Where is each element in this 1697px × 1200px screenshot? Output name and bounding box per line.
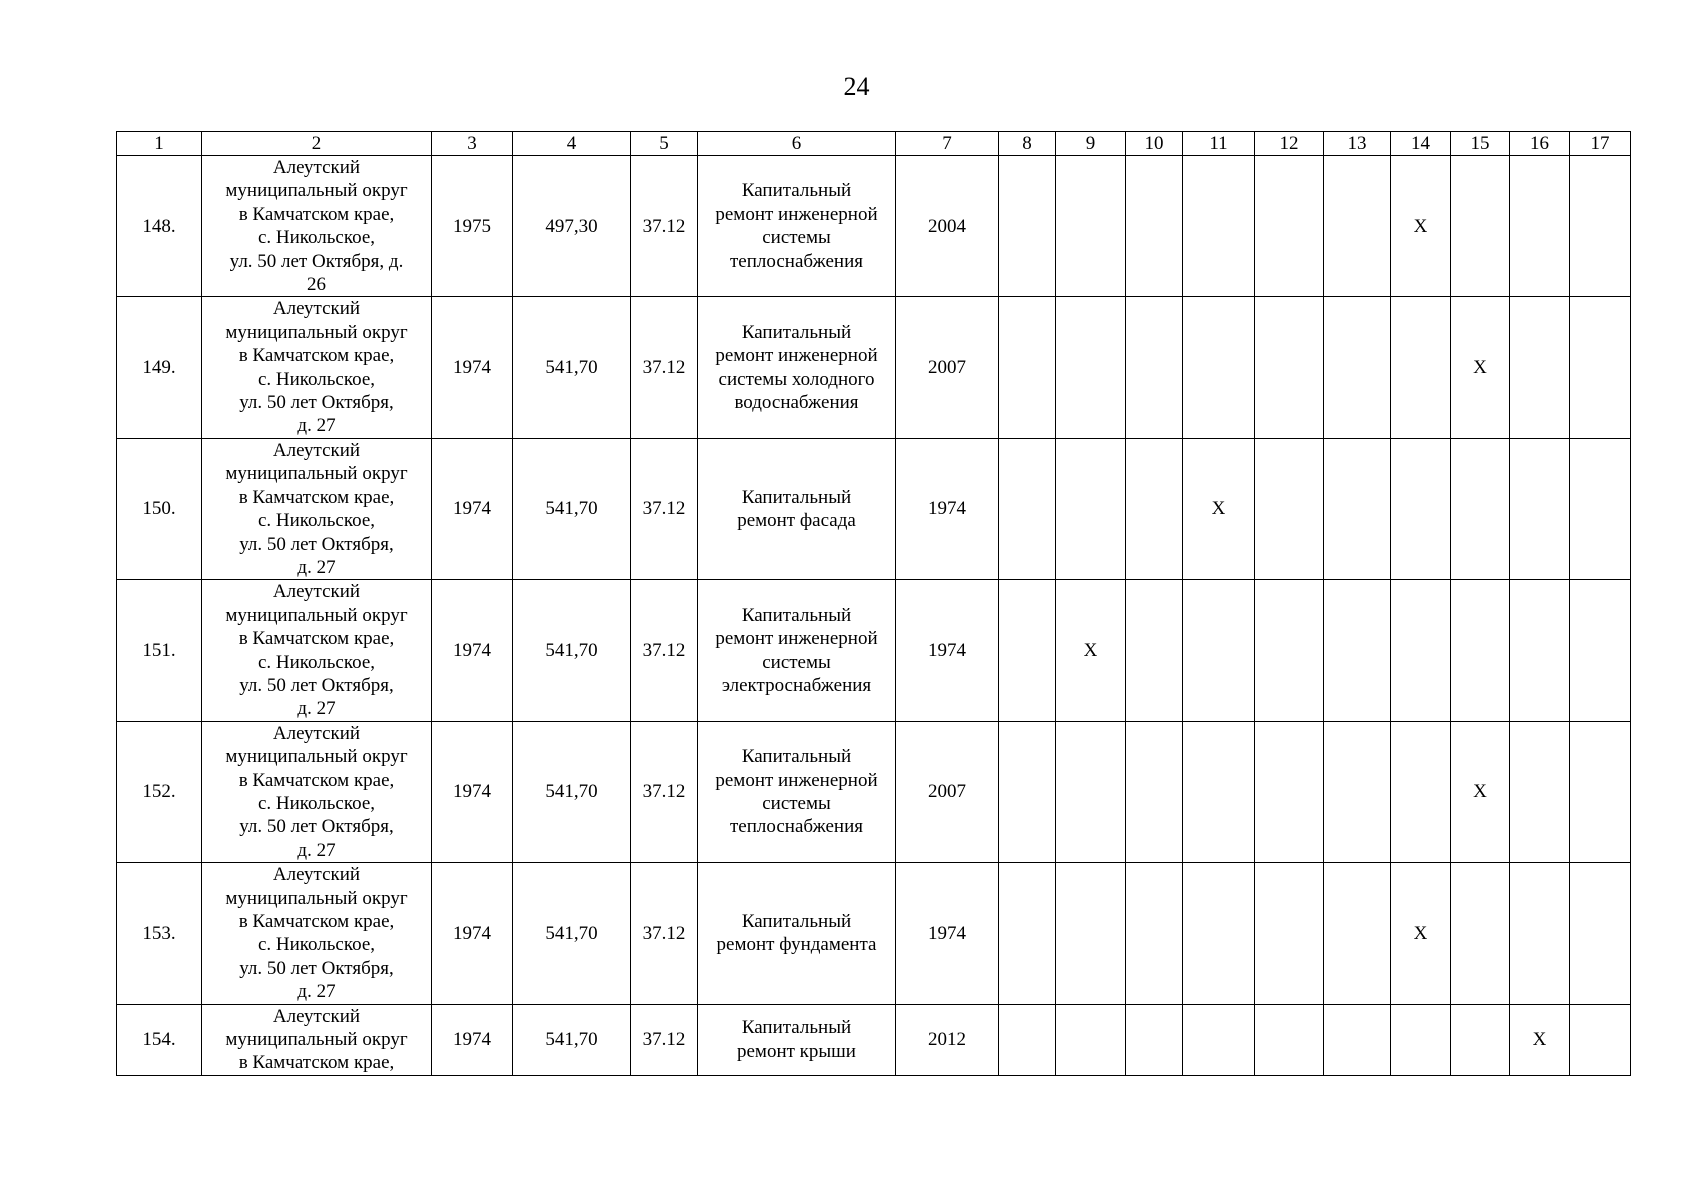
mark-cell-col-10	[1126, 156, 1183, 297]
column-header-16: 16	[1510, 132, 1570, 156]
mark-cell-col-15	[1451, 863, 1510, 1004]
mark-cell-col-15: X	[1451, 297, 1510, 438]
code-cell: 37.12	[631, 863, 698, 1004]
mark-cell-col-14	[1391, 721, 1451, 862]
address-cell: Алеутский муниципальный округ в Камчатском крае,	[202, 1004, 432, 1075]
mark-cell-col-9	[1056, 863, 1126, 1004]
build-year-cell: 1974	[432, 1004, 513, 1075]
mark-cell-col-15	[1451, 438, 1510, 579]
repair-year-cell: 2007	[896, 721, 999, 862]
mark-cell-col-12	[1255, 580, 1324, 721]
column-header-11: 11	[1183, 132, 1255, 156]
mark-cell-col-15	[1451, 1004, 1510, 1075]
column-header-7: 7	[896, 132, 999, 156]
mark-cell-col-11	[1183, 580, 1255, 721]
mark-cell-col-15: X	[1451, 721, 1510, 862]
mark-cell-col-12	[1255, 297, 1324, 438]
table-row	[117, 863, 1631, 1004]
work-type-cell: Капитальный ремонт инженерной системы холодного водоснабжения	[698, 297, 896, 438]
mark-cell-col-8	[999, 156, 1056, 297]
work-type-cell: Капитальный ремонт инженерной системы электроснабжения	[698, 580, 896, 721]
mark-cell-col-14: X	[1391, 156, 1451, 297]
mark-cell-col-9	[1056, 1004, 1126, 1075]
repair-schedule-table	[116, 131, 1631, 1076]
mark-cell-col-8	[999, 297, 1056, 438]
code-cell: 37.12	[631, 156, 698, 297]
column-header-17: 17	[1570, 132, 1631, 156]
mark-cell-col-11	[1183, 721, 1255, 862]
repair-year-cell: 1974	[896, 863, 999, 1004]
mark-cell-col-17	[1570, 1004, 1631, 1075]
mark-cell-col-11	[1183, 297, 1255, 438]
mark-cell-col-16	[1510, 721, 1570, 862]
table-row	[117, 580, 1631, 721]
mark-cell-col-13	[1324, 721, 1391, 862]
row-number-cell: 151.	[117, 580, 202, 721]
table-row	[117, 297, 1631, 438]
page-number: 24	[843, 72, 870, 101]
mark-cell-col-13	[1324, 156, 1391, 297]
mark-cell-col-13	[1324, 863, 1391, 1004]
build-year-cell: 1974	[432, 297, 513, 438]
code-cell: 37.12	[631, 721, 698, 862]
mark-cell-col-12	[1255, 721, 1324, 862]
column-header-12: 12	[1255, 132, 1324, 156]
mark-cell-col-16: X	[1510, 1004, 1570, 1075]
row-number-cell: 148.	[117, 156, 202, 297]
column-header-5: 5	[631, 132, 698, 156]
build-year-cell: 1974	[432, 863, 513, 1004]
work-type-cell: Капитальный ремонт инженерной системы теплоснабжения	[698, 156, 896, 297]
mark-cell-col-17	[1570, 438, 1631, 579]
mark-cell-col-17	[1570, 580, 1631, 721]
header-row	[117, 132, 1631, 156]
area-cell: 541,70	[513, 1004, 631, 1075]
mark-cell-col-14	[1391, 297, 1451, 438]
address-cell: Алеутский муниципальный округ в Камчатском крае, с. Никольское, ул. 50 лет Октября, д. 27	[202, 297, 432, 438]
mark-cell-col-9	[1056, 721, 1126, 862]
area-cell: 541,70	[513, 297, 631, 438]
work-type-cell: Капитальный ремонт крыши	[698, 1004, 896, 1075]
mark-cell-col-9	[1056, 156, 1126, 297]
mark-cell-col-9	[1056, 297, 1126, 438]
mark-cell-col-9	[1056, 438, 1126, 579]
mark-cell-col-12	[1255, 438, 1324, 579]
mark-cell-col-8	[999, 1004, 1056, 1075]
column-header-9: 9	[1056, 132, 1126, 156]
mark-cell-col-8	[999, 438, 1056, 579]
mark-cell-col-14	[1391, 1004, 1451, 1075]
repair-year-cell: 2004	[896, 156, 999, 297]
row-number-cell: 149.	[117, 297, 202, 438]
table-row	[117, 156, 1631, 297]
build-year-cell: 1975	[432, 156, 513, 297]
table-body	[117, 156, 1631, 1076]
table-row	[117, 1004, 1631, 1075]
mark-cell-col-13	[1324, 297, 1391, 438]
mark-cell-col-12	[1255, 1004, 1324, 1075]
mark-cell-col-14: X	[1391, 863, 1451, 1004]
repair-year-cell: 1974	[896, 438, 999, 579]
repair-year-cell: 2012	[896, 1004, 999, 1075]
mark-cell-col-12	[1255, 863, 1324, 1004]
column-header-3: 3	[432, 132, 513, 156]
mark-cell-col-16	[1510, 863, 1570, 1004]
row-number-cell: 154.	[117, 1004, 202, 1075]
area-cell: 541,70	[513, 438, 631, 579]
column-header-6: 6	[698, 132, 896, 156]
mark-cell-col-10	[1126, 438, 1183, 579]
work-type-cell: Капитальный ремонт фундамента	[698, 863, 896, 1004]
area-cell: 541,70	[513, 863, 631, 1004]
build-year-cell: 1974	[432, 721, 513, 862]
address-cell: Алеутский муниципальный округ в Камчатском крае, с. Никольское, ул. 50 лет Октября, д. 27	[202, 580, 432, 721]
code-cell: 37.12	[631, 297, 698, 438]
mark-cell-col-10	[1126, 1004, 1183, 1075]
build-year-cell: 1974	[432, 580, 513, 721]
column-header-8: 8	[999, 132, 1056, 156]
mark-cell-col-11: X	[1183, 438, 1255, 579]
area-cell: 541,70	[513, 580, 631, 721]
row-number-cell: 150.	[117, 438, 202, 579]
mark-cell-col-16	[1510, 438, 1570, 579]
mark-cell-col-10	[1126, 580, 1183, 721]
mark-cell-col-14	[1391, 438, 1451, 579]
build-year-cell: 1974	[432, 438, 513, 579]
mark-cell-col-17	[1570, 297, 1631, 438]
mark-cell-col-11	[1183, 863, 1255, 1004]
mark-cell-col-10	[1126, 863, 1183, 1004]
address-cell: Алеутский муниципальный округ в Камчатском крае, с. Никольское, ул. 50 лет Октября, д. 27	[202, 438, 432, 579]
mark-cell-col-16	[1510, 297, 1570, 438]
mark-cell-col-8	[999, 863, 1056, 1004]
area-cell: 497,30	[513, 156, 631, 297]
mark-cell-col-10	[1126, 297, 1183, 438]
column-header-1: 1	[117, 132, 202, 156]
mark-cell-col-14	[1391, 580, 1451, 721]
code-cell: 37.12	[631, 1004, 698, 1075]
column-header-13: 13	[1324, 132, 1391, 156]
code-cell: 37.12	[631, 580, 698, 721]
mark-cell-col-13	[1324, 1004, 1391, 1075]
work-type-cell: Капитальный ремонт инженерной системы теплоснабжения	[698, 721, 896, 862]
table-row	[117, 438, 1631, 579]
mark-cell-col-16	[1510, 156, 1570, 297]
column-header-2: 2	[202, 132, 432, 156]
column-header-14: 14	[1391, 132, 1451, 156]
mark-cell-col-13	[1324, 580, 1391, 721]
mark-cell-col-8	[999, 580, 1056, 721]
column-header-4: 4	[513, 132, 631, 156]
mark-cell-col-12	[1255, 156, 1324, 297]
column-header-10: 10	[1126, 132, 1183, 156]
mark-cell-col-17	[1570, 721, 1631, 862]
row-number-cell: 152.	[117, 721, 202, 862]
code-cell: 37.12	[631, 438, 698, 579]
mark-cell-col-13	[1324, 438, 1391, 579]
work-type-cell: Капитальный ремонт фасада	[698, 438, 896, 579]
column-header-15: 15	[1451, 132, 1510, 156]
address-cell: Алеутский муниципальный округ в Камчатском крае, с. Никольское, ул. 50 лет Октября, д. 27	[202, 863, 432, 1004]
mark-cell-col-11	[1183, 156, 1255, 297]
area-cell: 541,70	[513, 721, 631, 862]
mark-cell-col-16	[1510, 580, 1570, 721]
mark-cell-col-8	[999, 721, 1056, 862]
table-header	[117, 132, 1631, 156]
repair-year-cell: 1974	[896, 580, 999, 721]
mark-cell-col-17	[1570, 863, 1631, 1004]
mark-cell-col-10	[1126, 721, 1183, 862]
repair-year-cell: 2007	[896, 297, 999, 438]
row-number-cell: 153.	[117, 863, 202, 1004]
address-cell: Алеутский муниципальный округ в Камчатском крае, с. Никольское, ул. 50 лет Октября, д. 27	[202, 721, 432, 862]
address-cell: Алеутский муниципальный округ в Камчатском крае, с. Никольское, ул. 50 лет Октября, д. 26	[202, 156, 432, 297]
mark-cell-col-11	[1183, 1004, 1255, 1075]
mark-cell-col-15	[1451, 580, 1510, 721]
mark-cell-col-9: X	[1056, 580, 1126, 721]
mark-cell-col-15	[1451, 156, 1510, 297]
table-row	[117, 721, 1631, 862]
mark-cell-col-17	[1570, 156, 1631, 297]
